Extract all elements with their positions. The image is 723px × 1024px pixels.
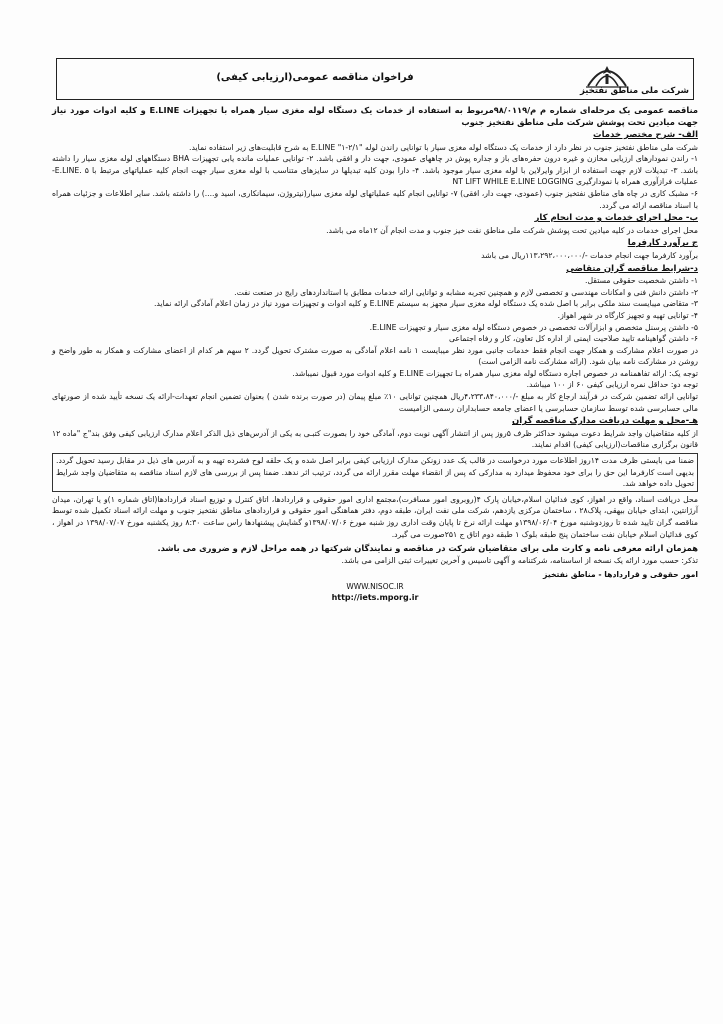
notice-title: فراخوان مناقصه عمومی(ارزیابی کیفی) bbox=[216, 72, 414, 83]
section-d-item: توجه دو: حداقل نمره ارزیابی کیفی ۶۰ از ۱۰۰ میباشد. bbox=[526, 380, 698, 390]
section-e-heading: هـ-محل و مهلت دریافت مدارک مناقصه گران bbox=[512, 416, 698, 427]
section-d-item: در صورت اعلام مشارکت و همکار جهت انجام فقط خدمات جانبی مورد نظر میبایست ۱ نامه اعلام آمادگی به صورت مشترک تحویل گردد. ۲ سهم هر کدام از اعضای مشارکت و همکار به طور واضح و روشن در مشارکت نامه بیان شود. (ارائه مشارکت نامه الزامی است) bbox=[52, 345, 698, 367]
section-c-text: برآورد کارفرما جهت انجام خدمات -/۱۱۳،۲۹۲،۰۰۰،۰۰۰ریال می باشد bbox=[481, 250, 698, 260]
section-d-heading: د-شرایط مناقصه گران متقاضی bbox=[566, 263, 698, 274]
section-d-item: ۵- داشتن پرسنل متخصص و ابزارآلات تخصصی در خصوص دستگاه لوله مغزی سیار و تجهیزات E.LINE. bbox=[369, 322, 698, 332]
section-a-heading: الف- شرح مختصر خدمات bbox=[593, 130, 698, 140]
section-d-item: ۲- داشتن دانش فنی و امکانات مهندسی و تخصصی لازم و همچنین تجربه مشابه و توانایی ارائه خدمات مطابق با استانداردهای رایج در صنعت نفت. bbox=[234, 287, 698, 297]
section-d-item: ۶- داشتن گواهینامه تایید صلاحیت ایمنی از اداره کل تعاون، کار و رفاه اجتماعی bbox=[448, 334, 698, 344]
section-e-text-3: محل دریافت اسناد، واقع در اهواز، کوی فدائیان اسلام،خیابان پارک ۴(روبروی امور مسافرت)،مجتمع اداری امور حقوقی و قراردادها، اتاق کنترل و توزیع اسناد قراردادها(اتاق شماره ۱)و یا تهران، میدان آرژانتین، ابتدای خیابان بیهقی، پلاک۲۸ ، ساختمان مرکزی یازدهم، شرکت ملی نفت ایران، طبقه دوم، دفتر هماهنگی امور حقوقی و قراردادهای مناطق نفتخیز جنوب و مهلت ارائه اسناد تکمیل شده توسط مناقصه گران تایید شده تا روزدوشنبه مورخ ۱۳۹۸/۰۶/۰۴و مهلت ارائه نرخ تا پایان وقت اداری روز شنبه مورخ ۱۳۹۸/۰۷/۰۶و گشایش پیشنهادها راس ساعت ۸:۳۰ روز یکشنبه مورخ ۱۳۹۸/۰۷/۰۷ در اهواز ، کوی فدائیان اسلام خیابان نفت ساختمان پنج طبقه بلوک ۱ طبقه دوم اتاق ج ۲۵۱صورت می گیرد. bbox=[52, 494, 699, 539]
tender-lead: مناقصه عمومی یک مرحله‌ای شماره م م/۹۸/۰۱۱۹مربوط به استفاده از خدمات یک دستگاه لوله مغزی سیار همراه با تجهیزات E.LINE و کلیه ادوات مورد نیاز جهت میادین تحت پوشش شرکت ملی مناطق نفتخیز جنوب bbox=[52, 105, 698, 127]
section-d-item: توانایی ارائه تضمین شرکت در فرآیند ارجاع کار به مبلغ -/۴،۲۳۳،۸۴۰،۰۰۰ریال همچنین توانایی ۱۰٪ مبلغ پیمان (در صورت برنده شدن ) بعنوان تضمین انجام تعهدات-ارائه یک نسخه تأیید شده از صورتهای مالی حسابرسی شده توسط سازمان حسابرسی یا اعضای جامعه حسابداران رسمی الزامیست bbox=[52, 392, 698, 413]
section-a-text-1: شرکت ملی مناطق نفتخیز جنوب در نظر دارد از خدمات یک دستگاه لوله مغزی سیار با توانایی راندن لوله "۲/۱-۱" E.LINE به شرح قابلیت‌های زیر استفاده نماید. bbox=[189, 142, 698, 152]
section-c-heading: ج برآورد کارفرما bbox=[627, 238, 698, 249]
notice-body bbox=[52, 104, 698, 603]
section-e-text-2: ضمنا می بایستی ظرف مدت ۱۴روز اطلاعات مورد درخواست در قالب یک عدد زونکن مدارک ارزیابی کیفی برابر اصل شده و یک حلقه لوح فشرده تهیه و به آدرس های ذیل در مقابل رسید تحویل گردد. بدیهی است کارفرما این حق را برای خود محفوظ میدارد به مدارکی که پس از انقضاء مهلت مقرر ارائه می گردد، ترتیب اثر ندهد. ضمنا پس از بررسی های لازم اسناد مناقصه به متقاضیان واجد شرایط تحویل داده خواهد شد. bbox=[52, 453, 698, 492]
iets-website-link[interactable]: http://iets.mporg.ir bbox=[331, 592, 419, 602]
section-e-text-1: از کلیه متقاضیان واجد شرایط دعوت میشود حداکثر ظرف ۵روز پس از انتشار آگهی نوبت دوم، آمادگی خود را بصورت کتبـی به یکی از آدرس‌های ذیل الذکر اعلام مدارک ارزیابی کیفی وفق بند"ج "ماده ۱۲ قانون برگزاری مناقصات(ارزیابی کیفی) اقدام نمایند. bbox=[52, 428, 698, 450]
nisoc-website: WWW.NISOC.IR bbox=[346, 581, 404, 591]
id-card-notice: همزمان ارائه معرفی نامه و کارت ملی برای متقاضیان شرکت در مناقصه و نمایندگان شرکتها در همه مراحل لازم و ضروری می باشد. bbox=[157, 543, 698, 554]
section-d-item: ۳- متقاضی میبایست سند ملکی برابر با اصل شده یک دستگاه لوله مغزی سیار مجهز به سیستم E.LINE و کلیه ادوات و تجهیزات مورد نیاز در زمان اعلام آمادگی ارائه نماید. bbox=[153, 299, 698, 309]
section-d-item: ۴- توانایی تهیه و تجهیز کارگاه در شهر اهواز. bbox=[557, 310, 698, 320]
section-d-item: ۱- داشتن شخصیت حقوقی مستقل. bbox=[585, 276, 698, 286]
section-a-text-2: ۱- راندن نمودارهای ارزیابی مخازن و غیره درون حفره‌های باز و جداره پوش در چاههای عمودی، جهت دار و افقی باشد. ۲- توانایی عملیات مانده یابی تجهیزات BHA دستگاههای لوله مغزی سیار را داشته باشد. ۳- تبدیلات لازم جهت استفاده از ابزار وایرلاین با لوله مغزی سیار موجود باشد. ۴- دارا بودن کلیه تبدیلها در سایزهای متناسب با لوله مغزی سیار جهت انجام کلیه عملیاتهای مرتبط با E.LINE. ۵- عملیات فرازآوری همراه با نمودارگیری NT LIFT WHILE E.LINE LOGGING bbox=[52, 154, 698, 187]
note-text: تذکر: حسب مورد ارائه یک نسخه از اساسنامه، شرکتنامه و آگهی تاسیس و آخرین تغییرات ثبتی الزامی می باشد. bbox=[341, 555, 698, 565]
section-a-text-3: ۶- مشبک کاری در چاه های مناطق نفتخیز جنوب (عمودی، جهت دار، افقی) ۷- توانایی انجام کلیه عملیاتهای لوله مغزی سیار(نیتروژن، سیمانکاری، اسید و....) را داشته باشد. سایر اطلاعات و جزئیات همراه با اسناد مناقصه ارائه می گردد. bbox=[52, 188, 698, 210]
section-b-heading: ب- محل اجرای خدمات و مدت انجام کار bbox=[534, 213, 698, 224]
footer-dept: امور حقوقی و قراردادها - مناطق نفتخیز bbox=[543, 570, 698, 580]
footer-links bbox=[52, 581, 698, 603]
section-d-item: توجه یک: ارائه تفاهمنامه در خصوص اجاره دستگاه لوله مغزی سیار همراه بـا تجهیزات E.LINE و کلیه ادوات مورد قبول نمیباشد. bbox=[292, 368, 698, 378]
company-name: شرکت ملی مناطق نفتخیز bbox=[579, 86, 689, 96]
section-b-text: محل اجرای خدمات در کلیه میادین تحت پوشش شرکت ملی مناطق نفت خیز جنوب و مدت انجام آن ۱۲ماه می باشد. bbox=[326, 225, 698, 235]
